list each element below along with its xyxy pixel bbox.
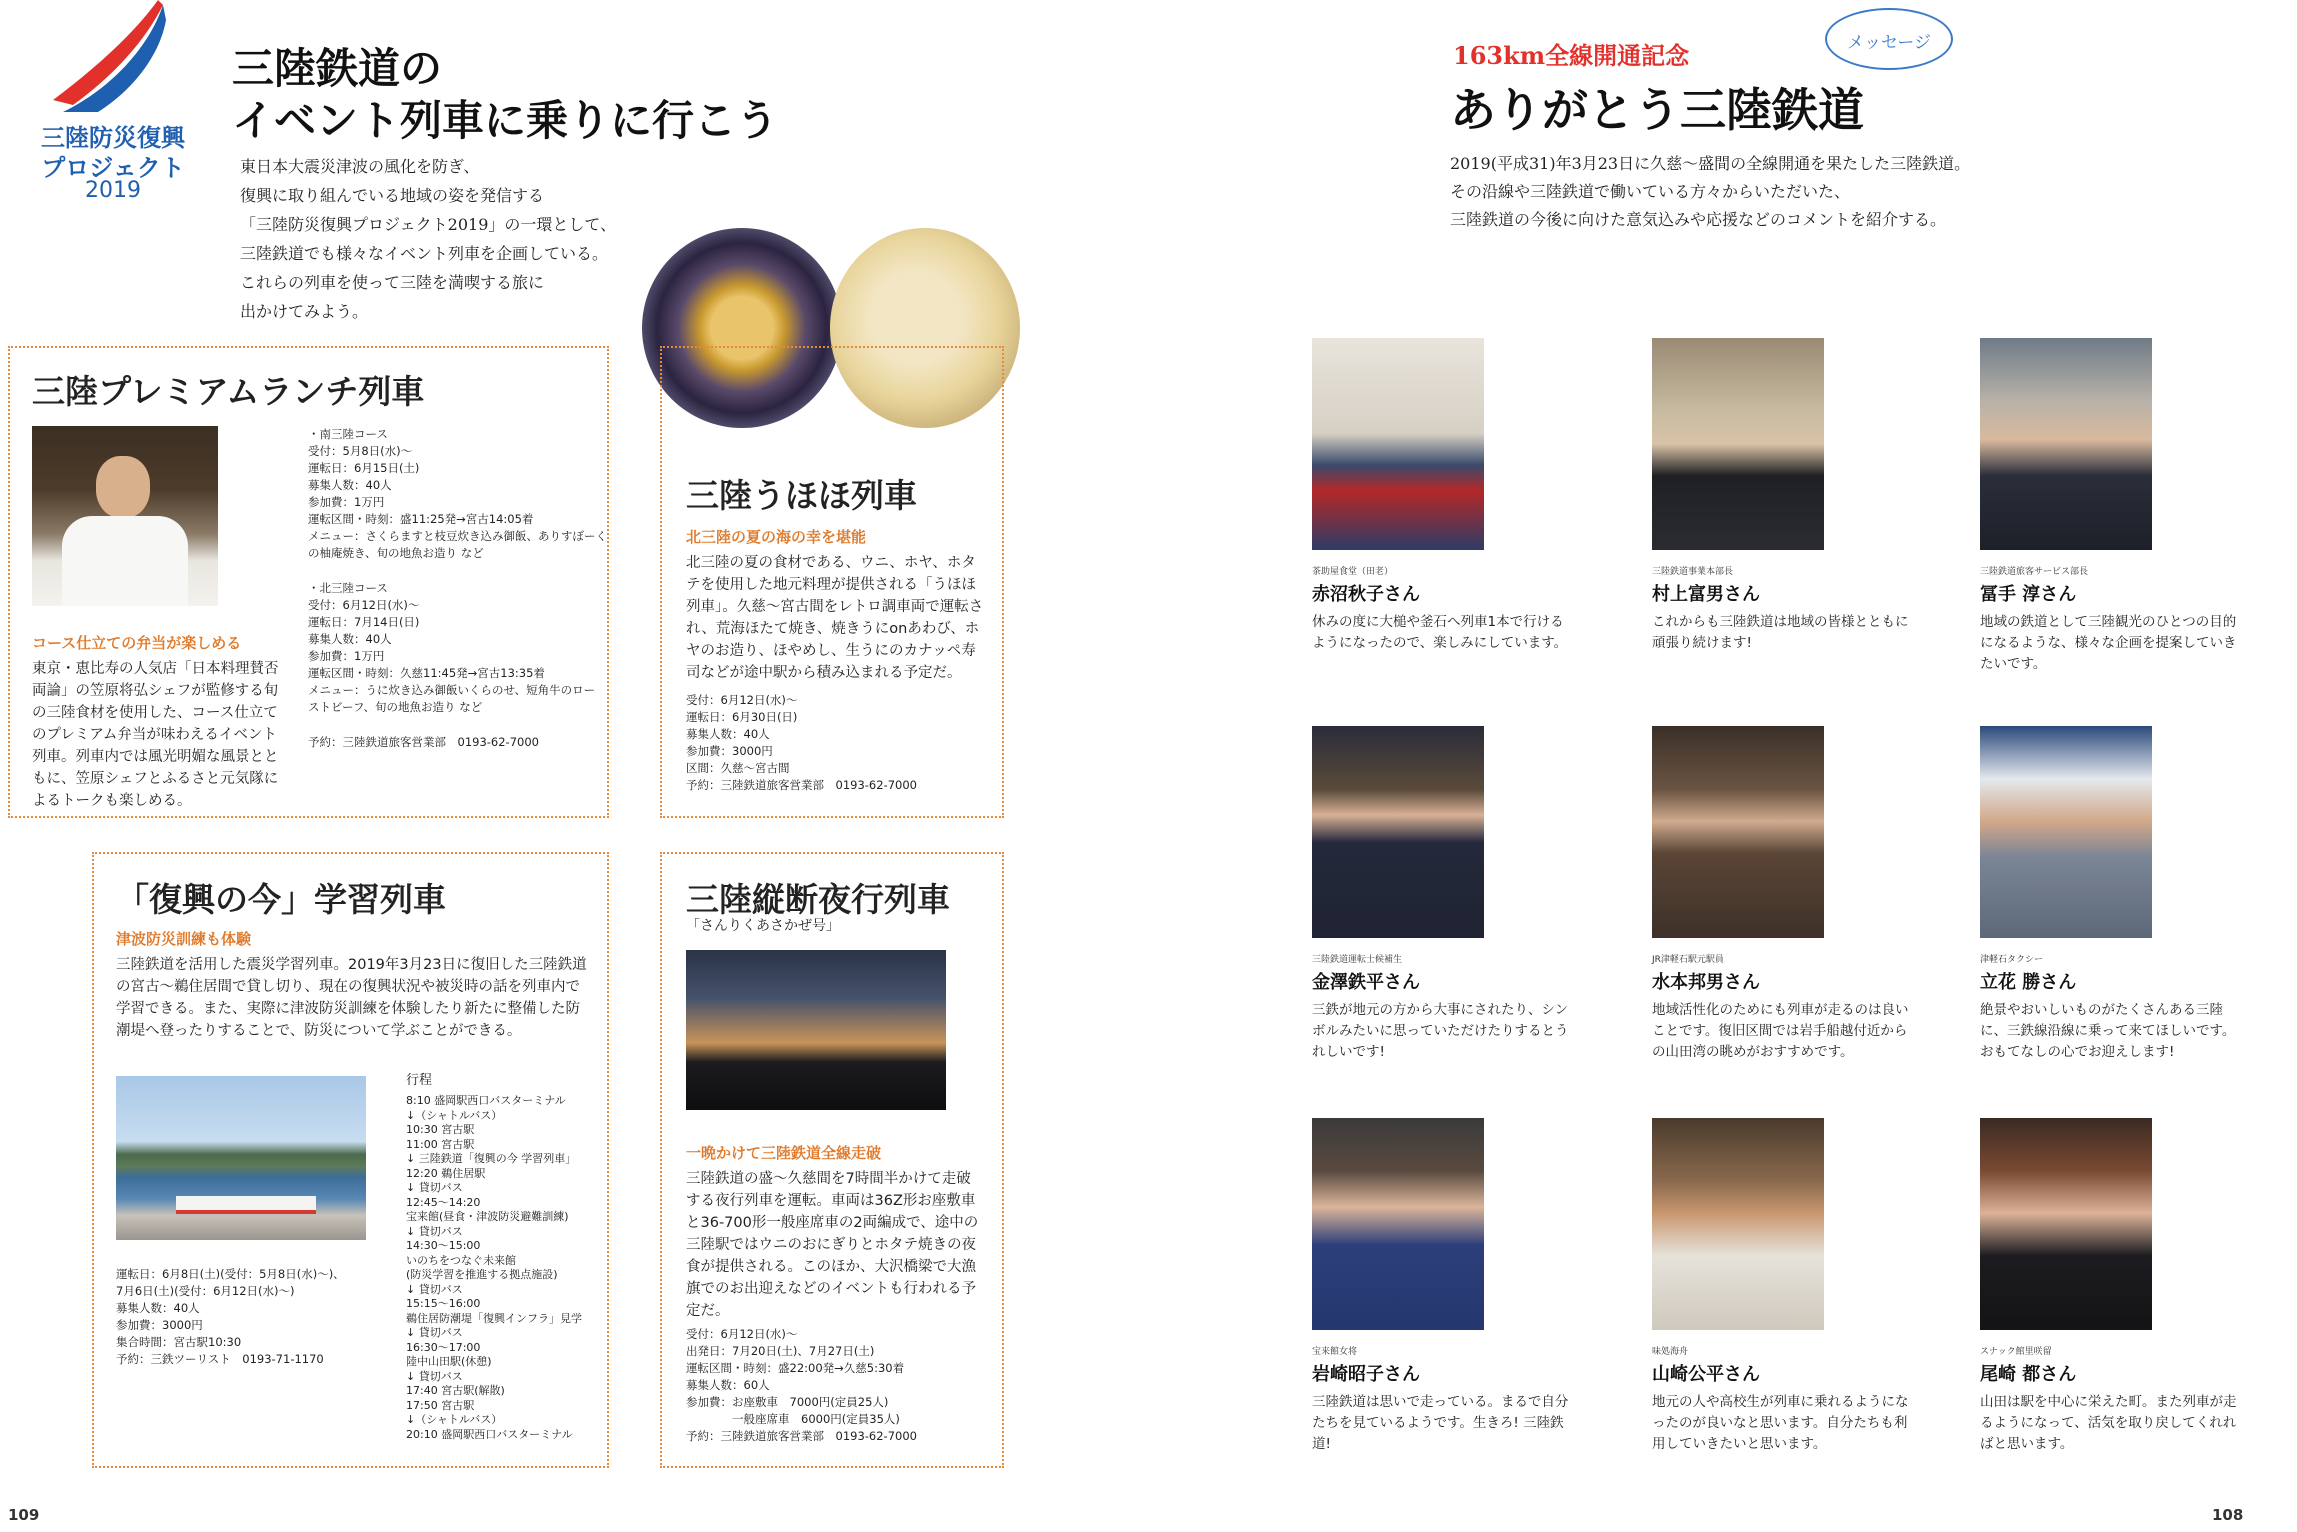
person-photo <box>1652 1118 1824 1330</box>
person-card <box>1980 338 2280 678</box>
uhoho-subtitle: 北三陸の夏の海の幸を堪能 <box>686 528 867 546</box>
night-train-title: 三陸縦断夜行列車 <box>686 880 950 919</box>
uhoho-details: 受付：6月12日(水)～ 運転日：6月30日(日) 募集人数：40人 参加費：3000円 区間：久慈～宮古間 予約：三陸鉄道旅客営業部 0193-62-7000 <box>686 693 917 792</box>
person-card <box>1312 1118 1612 1458</box>
person-photo <box>1652 338 1824 550</box>
person-card <box>1312 726 1612 1066</box>
person-comment: 三陸鉄道は思いで走っている。まるで自分たちを見ているようです。生きろ! 三陸鉄道! <box>1312 1394 1569 1452</box>
person-photo <box>1312 1118 1484 1330</box>
person-card <box>1980 1118 2280 1458</box>
intro-line: 三陸鉄道でも様々なイベント列車を企画している。 <box>240 244 609 263</box>
fukko-box <box>92 852 609 1468</box>
intro-text <box>240 152 616 326</box>
uhoho-title: 三陸うほほ列車 <box>686 476 917 515</box>
person-comment: 地域の鉄道として三陸観光のひとつの目的になるような、様々な企画を提案していきたいです。 <box>1980 614 2237 672</box>
message-balloon <box>1825 8 1953 70</box>
fukko-itinerary: 8:10 盛岡駅西口バスターミナル ↓（シャトルバス） 10:30 宮古駅 11:00 宮古駅 ↓ 三陸鉄道「復興の今 学習列車」 12:20 鵜住居駅 ↓ 貸切バス 12:45～14:20 宝来館(昼食・津波防災避難訓練) ↓ 貸切バス 14:30～15:00 いのちをつなぐ未来館 (防災学習を推進する拠点施設) ↓ 貸切バス 15:15～16:00 鵜住居防潮堤「復興インフラ」見学 ↓ 貸切バス 16:30～17:00 陸中山田駅(休憩) ↓ 貸切バス 17:40 宮古駅(解散) 17:50 宮古駅 ↓（シャトルバス） 20:10 盛岡駅西口バスターミナル <box>406 1094 582 1441</box>
right-intro-line: その沿線や三陸鉄道で働いている方々からいただいた、 <box>1450 182 1851 201</box>
person-name: 村上富男さん <box>1652 584 1760 605</box>
premium-lunch-subtitle: コース仕立ての弁当が楽しめる <box>32 634 242 652</box>
page-number-right: 108 <box>2212 1506 2244 1524</box>
coast-train-photo <box>116 1076 366 1240</box>
chef-photo <box>32 426 218 606</box>
premium-contact: 予約：三陸鉄道旅客営業部 0193-62-7000 <box>308 735 539 749</box>
person-photo <box>1980 726 2152 938</box>
person-photo <box>1980 338 2152 550</box>
person-name: 立花 勝さん <box>1980 972 2077 993</box>
person-role: 三陸鉄道旅客サービス部長 <box>1980 567 2089 577</box>
premium-north-course: ・北三陸コース 受付：6月12日(水)～ 運転日：7月14日(日) 募集人数：40人 参加費：1万円 運転区間・時刻：久慈11:45発→宮古13:35着 メニュー：うに炊き込み御飯いくらのせ、短角牛のロー ストビーフ、旬の地魚お造り など <box>308 581 596 714</box>
person-card <box>1652 726 1952 1066</box>
kicker: 163km全線開通記念 <box>1453 41 1690 70</box>
person-role: 宝来館女将 <box>1312 1347 1358 1357</box>
person-photo <box>1980 1118 2152 1330</box>
right-intro <box>1450 150 1970 234</box>
intro-line: これらの列車を使って三陸を満喫する旅に <box>240 273 545 292</box>
night-train-photo <box>686 950 946 1110</box>
premium-lunch-box <box>8 346 609 818</box>
person-name: 冨手 淳さん <box>1980 584 2077 605</box>
project-logo <box>28 0 198 210</box>
person-role: 味処海舟 <box>1652 1347 1689 1357</box>
uhoho-body: 北三陸の夏の食材である、ウニ、ホヤ、ホタテを使用した地元料理が提供される「うほほ列車」。久慈～宮古間をレトロ調車両で運転され、荒海ほたて焼き、焼きうにonあわび、ホヤのお造り、ほやめし、生うにのカナッペ寿司などが途中駅から積み込まれる予定だ。 <box>686 555 984 681</box>
night-train-box <box>660 852 1004 1468</box>
fukko-itinerary-label: 行程 <box>406 1073 433 1088</box>
night-train-body: 三陸鉄道の盛～久慈間を7時間半かけて走破する夜行列車を運転。車両は36Z形お座敷車と36-700形一般座席車の2両編成で、途中の三陸駅ではウニのおにぎりとホタテ焼きの夜食が提供される。このほか、大沢橋梁で大漁旗でのお出迎えなどのイベントも行われる予定だ。 <box>686 1171 979 1319</box>
person-card <box>1652 338 1952 678</box>
person-role: 三陸鉄道運転士候補生 <box>1312 955 1403 965</box>
logo-wing-icon <box>38 0 188 120</box>
person-card <box>1980 726 2280 1066</box>
person-comment: 山田は駅を中心に栄えた町。また列車が走るようになって、活気を取り戻してくれればと思います。 <box>1980 1394 2237 1452</box>
person-card <box>1312 338 1612 678</box>
night-train-subtitle: 一晩かけて三陸鉄道全線走破 <box>686 1144 882 1162</box>
person-photo <box>1652 726 1824 938</box>
person-name: 金澤鉄平さん <box>1312 972 1420 993</box>
page-title-line2: イベント列車に乗りに行こう <box>232 96 779 145</box>
page-number-left: 109 <box>8 1506 40 1524</box>
person-name: 赤沼秋子さん <box>1312 584 1420 605</box>
person-comment: 絶景やおいしいものがたくさんある三陸に、三鉄線沿線に乗って来てほしいです。おもてなしの心でお迎えします! <box>1980 1002 2236 1060</box>
person-name: 水本邦男さん <box>1652 972 1760 993</box>
page-title-line1: 三陸鉄道の <box>232 44 443 93</box>
fukko-body: 三陸鉄道を活用した震災学習列車。2019年3月23日に復旧した三陸鉄道の宮古～鵜住居間で貸し切り、現在の復興状況や被災時の話を列車内で学習できる。また、実際に津波防災訓練を体験したり新たに整備した防潮堤へ登ったりすることで、防災について学ぶことができる。 <box>116 957 587 1039</box>
right-intro-line: 2019(平成31)年3月23日に久慈～盛間の全線開通を果たした三陸鉄道。 <box>1450 154 1971 173</box>
logo-line1: 三陸防災復興 <box>41 124 185 152</box>
person-name: 岩崎昭子さん <box>1312 1364 1420 1385</box>
intro-line: 出かけてみよう。 <box>240 302 369 321</box>
premium-lunch-body: 東京・恵比寿の人気店「日本料理賛否両論」の笠原将弘シェフが監修する旬の三陸食材を使用した、コース仕立てのプレミアム弁当が味わえるイベント列車。列車内では風光明媚な風景とともに、笠原シェフとふるさと元気隊によるトークも楽しめる。 <box>32 661 279 809</box>
intro-line: 「三陸防災復興プロジェクト2019」の一環として、 <box>240 215 617 234</box>
uhoho-box <box>660 346 1004 818</box>
premium-lunch-title: 三陸プレミアムランチ列車 <box>32 372 425 411</box>
fukko-details: 運転日：6月8日(土)(受付：5月8日(水)～)、 7月6日(土)(受付：6月12日(水)～) 募集人数：40人 参加費：3000円 集合時間：宮古駅10:30 予約：三鉄ツーリスト 0193-71-1170 <box>116 1267 345 1366</box>
night-train-details: 受付：6月12日(水)～ 出発日：7月20日(土)、7月27日(土) 運転区間・時刻：盛22:00発→久慈5:30着 募集人数：60人 参加費：お座敷車 7000円(定員25人) 一般座席車 6000円(定員35人) 予約：三陸鉄道旅客営業部 0193-62-7000 <box>686 1327 917 1443</box>
person-role: 三陸鉄道事業本部長 <box>1652 567 1734 577</box>
person-comment: 地元の人や高校生が列車に乗れるようになったのが良いなと思います。自分たちも利用していきたいと思います。 <box>1652 1394 1909 1452</box>
person-photo <box>1312 338 1484 550</box>
person-comment: 地域活性化のためにも列車が走るのは良いことです。復旧区間では岩手船越付近からの山田湾の眺めがおすすめです。 <box>1652 1002 1909 1060</box>
person-comment: 三鉄が地元の方から大事にされたり、シンボルみたいに思っていただけたりするとうれしいです! <box>1312 1002 1569 1060</box>
logo-year: 2019 <box>85 178 141 203</box>
right-title: ありがとう三陸鉄道 <box>1450 83 1864 137</box>
intro-line: 東日本大震災津波の風化を防ぎ、 <box>240 157 480 176</box>
premium-south-course: ・南三陸コース 受付：5月8日(水)～ 運転日：6月15日(土) 募集人数：40人 参加費：1万円 運転区間・時刻：盛11:25発→宮古14:05着 メニュー：さくらますと枝豆炊き込み御飯、ありすぼーく の柚庵焼き、旬の地魚お造り など <box>308 427 607 560</box>
message-balloon-text: メッセージ <box>1847 33 1931 53</box>
right-intro-line: 三陸鉄道の今後に向けた意気込みや応援などのコメントを紹介する。 <box>1450 210 1947 229</box>
night-train-nickname: 「さんりくあさかぜ号」 <box>686 918 840 934</box>
person-role: スナック館里咲留 <box>1980 1347 2052 1357</box>
person-name: 山崎公平さん <box>1652 1364 1760 1385</box>
intro-line: 復興に取り組んでいる地域の姿を発信する <box>240 186 545 205</box>
person-role: 津軽石タクシー <box>1980 955 2044 965</box>
fukko-title: 「復興の今」学習列車 <box>116 880 446 919</box>
person-name: 尾崎 都さん <box>1980 1364 2077 1385</box>
person-comment: これからも三陸鉄道は地域の皆様とともに頑張り続けます! <box>1652 614 1909 651</box>
person-role: 茶助屋食堂（田老） <box>1312 567 1394 577</box>
person-photo <box>1312 726 1484 938</box>
logo-line2: プロジェクト <box>41 154 185 182</box>
person-role: JR津軽石駅元駅員 <box>1652 955 1724 965</box>
person-comment: 休みの度に大槌や釜石へ列車1本で行けるようになったので、楽しみにしています。 <box>1312 614 1568 651</box>
fukko-subtitle: 津波防災訓練も体験 <box>116 930 252 948</box>
person-card <box>1652 1118 1952 1458</box>
